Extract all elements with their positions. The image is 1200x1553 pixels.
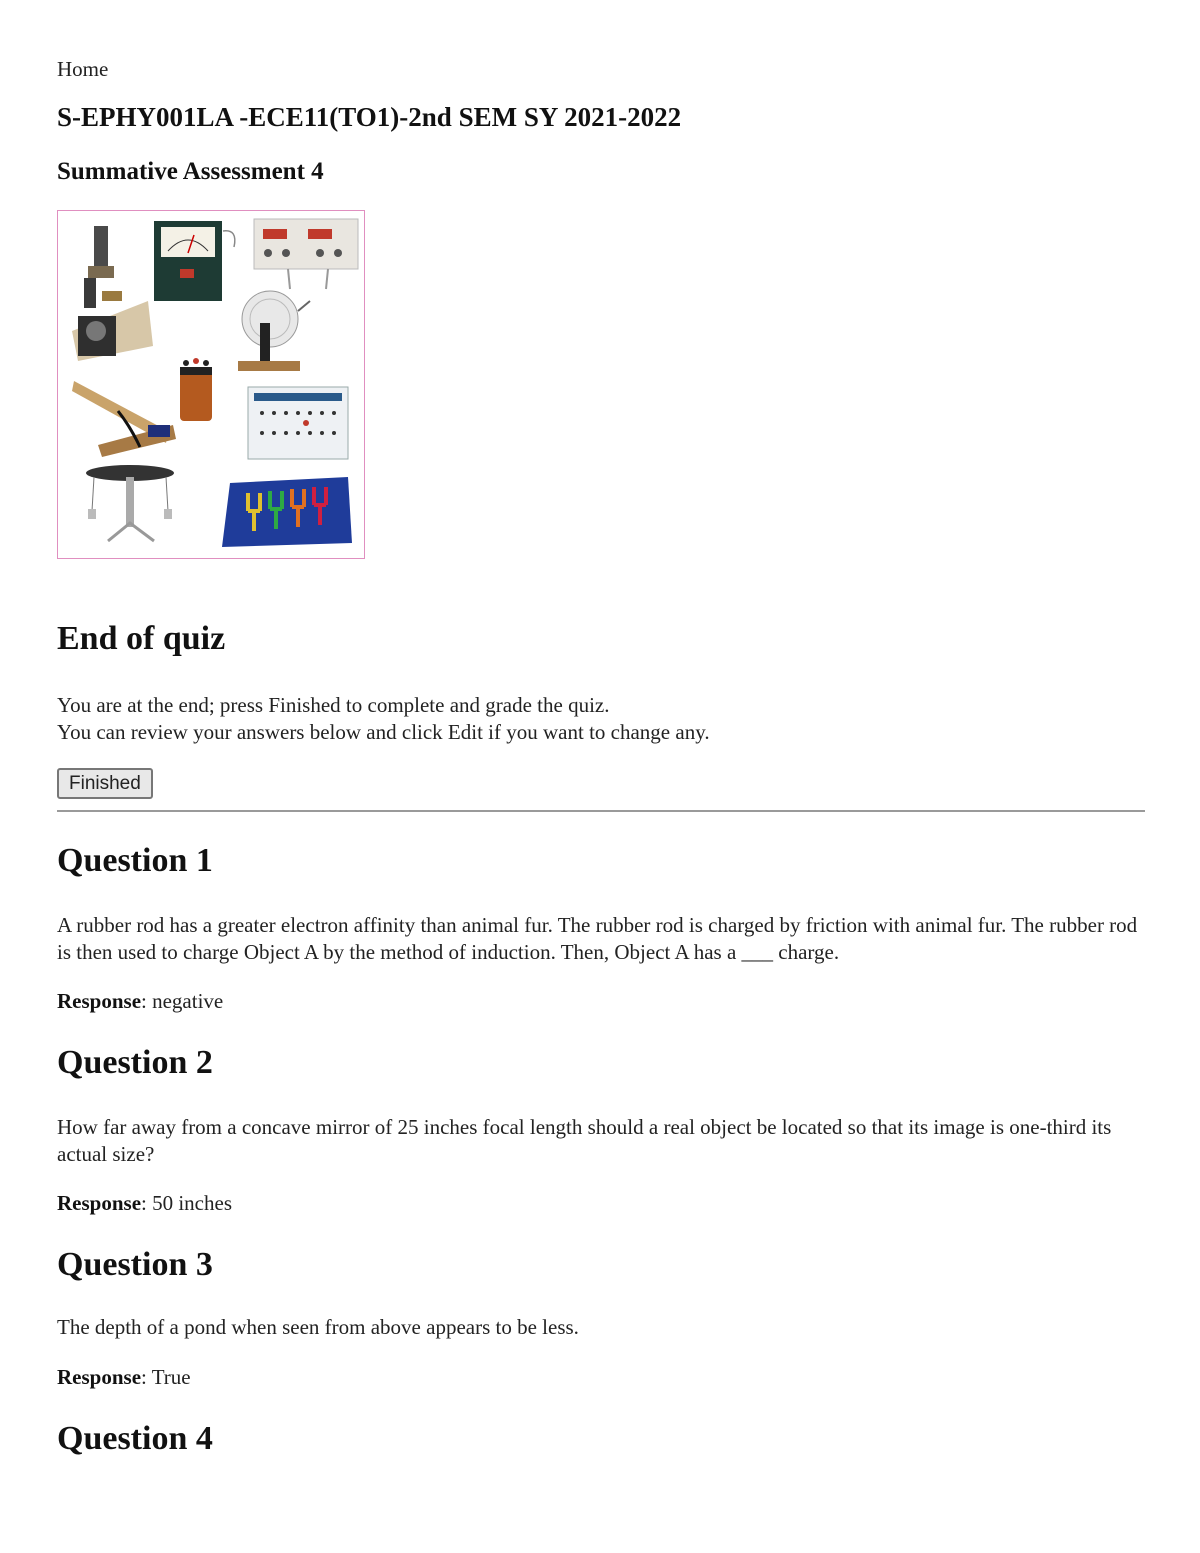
course-title: S-EPHY001LA -ECE11(TO1)-2nd SEM SY 2021-2022: [57, 102, 682, 132]
coil-illustration: [180, 358, 212, 421]
question-1-response: [57, 989, 223, 1014]
instruction-line-1: You are at the end; press Finished to complete and grade the quiz.: [57, 693, 610, 717]
finished-button[interactable]: Finished: [57, 768, 153, 799]
section-divider: [57, 810, 1145, 812]
assessment-title: Summative Assessment 4: [57, 158, 324, 185]
question-3-heading: Question 3: [57, 1246, 213, 1283]
tuning-forks-illustration: [222, 477, 352, 547]
stand-apparatus-illustration: [86, 465, 174, 541]
response-value: : negative: [141, 989, 224, 1013]
question-3-response: [57, 1365, 191, 1390]
galvanometer-illustration: [154, 221, 235, 301]
end-of-quiz-instructions: [57, 692, 710, 746]
response-label: Response: [57, 989, 142, 1013]
breadcrumb-home-link[interactable]: Home: [57, 57, 109, 81]
instruction-line-2: You can review your answers below and click Edit if you want to change any.: [57, 720, 710, 744]
question-4-heading: Question 4: [57, 1420, 213, 1457]
question-3-text: The depth of a pond when seen from above appears to be less.: [57, 1315, 579, 1339]
question-2-text: How far away from a concave mirror of 25 inches focal length should a real object be located so that its image is one-third its actual size?: [57, 1115, 1112, 1166]
physics-lab-equipment-image: [57, 210, 365, 559]
end-of-quiz-heading: End of quiz: [57, 620, 226, 657]
response-label: Response: [57, 1365, 142, 1389]
inclined-plane-illustration: [72, 381, 176, 457]
question-1-heading: Question 1: [57, 842, 213, 879]
question-2-response: [57, 1191, 232, 1216]
question-1-text: A rubber rod has a greater electron affinity than animal fur. The rubber rod is charged by friction with animal fur. The rubber rod is then used to charge Object A by the method of induction. Then, Object A has a ___ charge.: [57, 913, 1138, 964]
response-value: : 50 inches: [141, 1191, 232, 1215]
electrostatic-machine-illustration: [238, 291, 310, 371]
question-2-heading: Question 2: [57, 1044, 213, 1081]
microscope-illustration: [72, 226, 153, 361]
response-label: Response: [57, 1191, 142, 1215]
response-value: : True: [141, 1365, 191, 1389]
circuit-board-illustration: [248, 387, 348, 459]
power-supply-illustration: [254, 219, 358, 289]
